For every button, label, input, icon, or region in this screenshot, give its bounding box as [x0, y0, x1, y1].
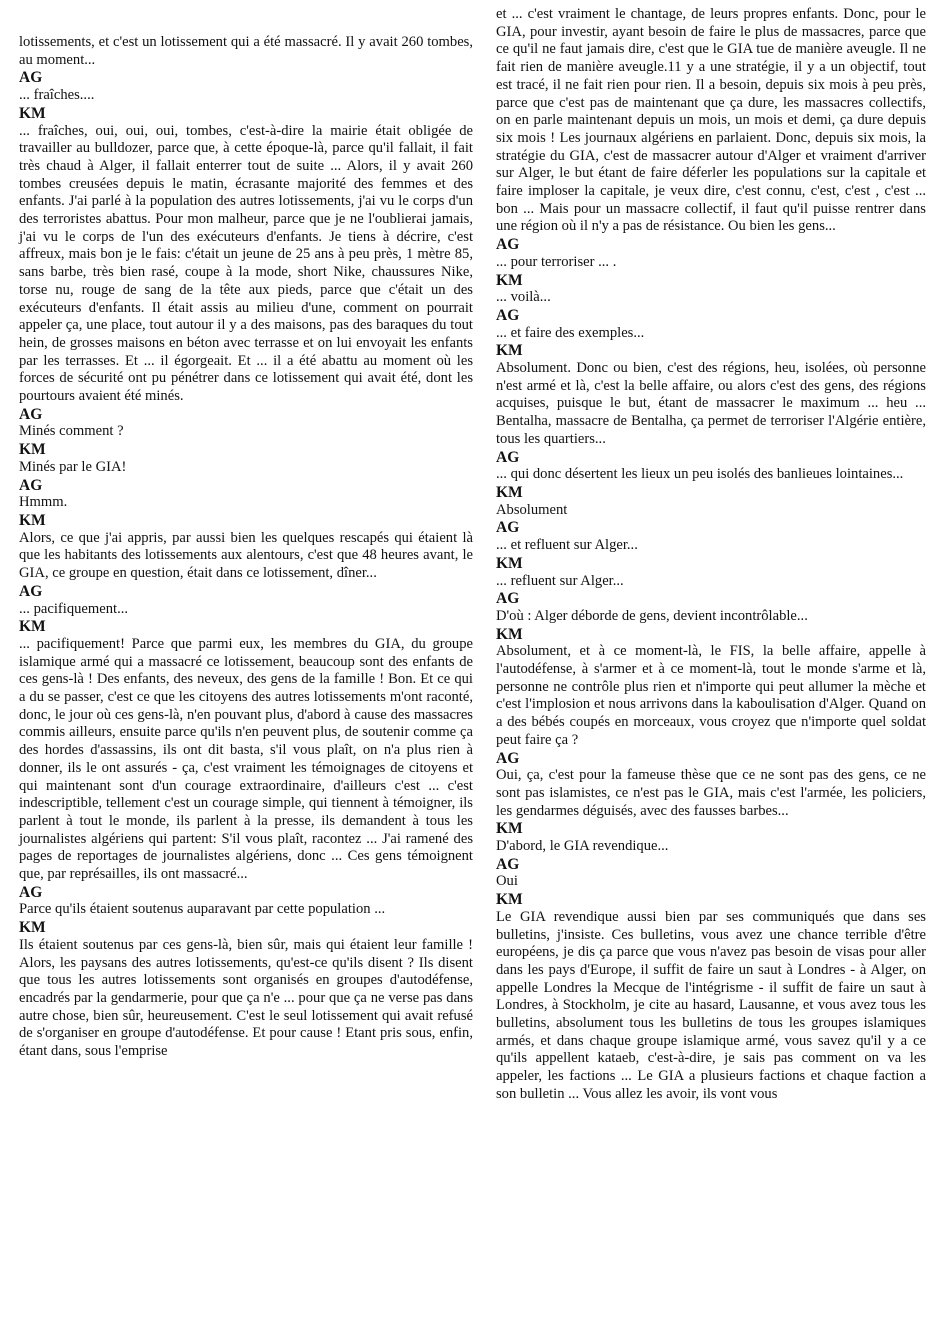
- transcript-paragraph: ... pacifiquement...: [19, 600, 129, 617]
- speaker-label: AG: [19, 883, 43, 901]
- transcript-paragraph: Oui, ça, c'est pour la fameuse thèse que ce ne sont pas des gens, ce ne sont pas islamistes, ce n'est pas le GIA, mais c'est l'armée, les policiers, les gendarmes déguisés, avec des fausses barbes...: [496, 767, 926, 819]
- left-column: [19, 34, 473, 1061]
- speaker-label: KM: [19, 919, 46, 937]
- speaker-label: KM: [496, 625, 523, 643]
- right-column: [496, 6, 926, 1104]
- speaker-label: KM: [496, 342, 523, 360]
- transcript-paragraph: lotissements, et c'est un lotissement qui a été massacré. Il y avait 260 tombes, au moment...: [19, 34, 473, 68]
- transcript-paragraph: ... fraîches....: [19, 87, 95, 104]
- transcript-paragraph: Parce qu'ils étaient soutenus auparavant par cette population ...: [19, 901, 386, 918]
- speaker-label: AG: [19, 405, 43, 423]
- transcript-paragraph: Minés comment ?: [19, 423, 124, 440]
- speaker-label: KM: [496, 271, 523, 289]
- transcript-paragraph: Ils étaient soutenus par ces gens-là, bien sûr, mais qui étaient leur famille ! Alors, les paysans des autres lotissements, qu'est-ce qu'ils disent ? Ils disent que tous les autres lotissements sont organisés en groupes d'autodéfense, encadrés par la gendarmerie, pour que ça n'e ... pour que ça ne verse pas dans autre chose, bien sûr, heureusement. C'est le seul lotissement qui avait refusé de s'organiser en groupe d'autodéfense. Et pour cause ! Etant pris sous, enfin, étant dans, sous l'emprise: [19, 936, 473, 1060]
- transcript-paragraph: ... et refluent sur Alger...: [496, 537, 638, 554]
- transcript-paragraph: et ... c'est vraiment le chantage, de leurs propres enfants. Donc, pour le GIA, pour investir, ayant besoin de faire le plus de massacres, parce que ce qu'il ne faut jamais dire, c'est que le GIA tue de manière aveugle. Il ne fait rien de manière aveugle.11 y a une stratégie, il y a un objectif, tout est tracé, il ne fait rien pour rien. Il a besoin, depuis six mois à peu près, parce que c'est pas de maintenant que ça dure, les massacres collectifs, on en parle maintenant depuis un mois, un mois et demi, ça dure depuis six mois ! Les journaux algériens en parlaient. Donc, depuis six mois, la stratégie du GIA, c'est de massacrer autour d'Alger et vraiment d'arriver sur Alger, le but étant de faire déferler les populations sur la capitale et faire imploser la capitale, je veux dire, c'est connu, c'est, c'est , c'est ... bon ... Mais pour un massacre collectif, il faut qu'il puisse rentrer dans une région où il n'y a pas de résistance. Ou bien les gens...: [496, 6, 926, 235]
- transcript-paragraph: Absolument, et à ce moment-là, le FIS, la belle affaire, appelle à l'autodéfense, à s'armer et à ce moment-là, tout le monde s'arme et là, personne ne contrôle plus rien et n'importe qui peut allumer la mèche et c'est l'implosion et nous arrivons dans la kaboulisation d'Alger. Quand on a des bébés coupés en morceaux, vous croyez que n'importe quel soldat peut faire ça ?: [496, 643, 926, 748]
- speaker-label: KM: [19, 511, 46, 529]
- speaker-label: KM: [19, 441, 46, 459]
- speaker-label: AG: [496, 519, 520, 537]
- speaker-label: AG: [496, 236, 520, 254]
- transcript-paragraph: D'abord, le GIA revendique...: [496, 838, 669, 855]
- speaker-label: AG: [496, 306, 520, 324]
- transcript-paragraph: Le GIA revendique aussi bien par ses communiqués que dans ses bulletins, j'insiste. Ces bulletins, vous avez une chance terrible d'être européens, je dis ça parce que vous n'avez pas besoin de visas pour aller dans les pays d'Europe, il suffit de faire un saut à Londres - à Alger, on appelle Londres la Mecque de l'intégrisme - il suffit de faire un saut à Londres, à Stockholm, je cite au hasard, Lausanne, et vous avez tous les bulletins, absolument tous les bulletins de tous les groupes islamiques armés, et dans chaque groupe islamique armé, vous savez qu'il y a ce qu'ils appellent kataeb, c'est-à-dire, je sais pas comment on va les appeler, les factions ... Le GIA a plusieurs factions et chaque faction a son bulletin ... Vous allez les avoir, ils vont vous: [496, 908, 926, 1102]
- transcript-paragraph: Alors, ce que j'ai appris, par aussi bien les quelques rescapés qui étaient là que les habitants des lotissements aux alentours, c'est que 48 heures avant, le GIA, ce groupe en question, était dans ce lotissement, dîner...: [19, 529, 473, 582]
- transcript-paragraph: ... fraîches, oui, oui, oui, tombes, c'est-à-dire la mairie était obligée de travailler au bulldozer, parce que, à cette époque-là, parce qu'il fallait, il fait très chaud à Alger, il fallait enterrer tout de suite ... Alors, il y avait 260 tombes creusées depuis le matin, écrasante majorité des femmes et des enfants. J'ai parlé à la population des autres lotissements, j'ai vu le corps d'un des terroristes abattus. Pour mon malheur, parce que je ne l'oublierai jamais, j'ai vu le corps de l'un des exécuteurs d'enfants. Je tiens à décrire, c'est affreux, mais bon je le fais: c'était un jeune de 25 ans à peu près, 1 mètre 85, sans barbe, très bien rasé, coupe à la mode, short Nike, chaussures Nike, torse nu, rouge de sang de la tête aux pieds, parce que c'était un des exécuteurs d'enfants. Il était assis au milieu d'une, comment on pourrait appeler ça, une place, tout autour il y a des maisons, pas des baraques du tout hein, de grosses maisons en béton avec terrasse et on lui envoyait les enfants par les terrasses. Et ... il égorgeait. Et ... il a été abattu au moment où les forces de sécurité ont pu pénétrer dans ce lotissement qui avait été, dont les pourtours avaient été minés.: [19, 122, 473, 405]
- speaker-label: AG: [496, 749, 520, 767]
- transcript-paragraph: Absolument: [496, 501, 568, 518]
- transcript-paragraph: ... refluent sur Alger...: [496, 572, 624, 589]
- transcript-paragraph: ... pour terroriser ... .: [496, 253, 617, 270]
- speaker-label: KM: [496, 891, 523, 909]
- speaker-label: AG: [19, 69, 43, 87]
- speaker-label: AG: [496, 855, 520, 873]
- transcript-paragraph: Oui: [496, 873, 518, 890]
- transcript-paragraph: Absolument. Donc ou bien, c'est des régions, heu, isolées, où personne n'est armé et là, c'est la belle affaire, ou alors c'est des gens, des régions acquises, puisque le but, étant de massacrer le maximum ... heu ... Bentalha, massacre de Bentalha, ça permet de terroriser l'Algérie entière, tous les quartiers...: [496, 360, 926, 447]
- transcript-paragraph: Hmmm.: [19, 494, 68, 511]
- speaker-label: AG: [19, 582, 43, 600]
- speaker-label: AG: [496, 590, 520, 608]
- transcript-paragraph: ... voilà...: [496, 289, 551, 306]
- speaker-label: KM: [496, 820, 523, 838]
- speaker-label: KM: [19, 104, 46, 122]
- transcript-paragraph: Minés par le GIA!: [19, 458, 127, 475]
- speaker-label: KM: [19, 618, 46, 636]
- transcript-paragraph: ... et faire des exemples...: [496, 324, 645, 341]
- speaker-label: AG: [496, 448, 520, 466]
- speaker-label: KM: [496, 483, 523, 501]
- transcript-paragraph: D'où : Alger déborde de gens, devient incontrôlable...: [496, 607, 808, 624]
- speaker-label: KM: [496, 554, 523, 572]
- transcript-paragraph: ... qui donc désertent les lieux un peu isolés des banlieues lointaines...: [496, 466, 904, 483]
- speaker-label: AG: [19, 476, 43, 494]
- transcript-paragraph: ... pacifiquement! Parce que parmi eux, les membres du GIA, du groupe islamique armé qui a massacré ce lotissement, beaucoup sont des enfants de ces gens-là ! Des enfants, des neveux, des gens de la famille ! Bon. Et ce qui a du se passer, c'est ce que les citoyens des autres lotissements m'ont raconté, donc, le jour où ces gens-là, n'en pouvant plus, d'abord à cause des massacres commis ailleurs, ensuite parce qu'ils n'en peuvent plus, de soutenir comme ça des hordes d'assassins, ils ont dit basta, s'il vous plaît, on n'a plus rien à donner, ils le ont assurés - ça, c'est vraiment les témoignages de citoyens et qui maintenant sont d'un courage extraordinaire, d'ailleurs c'est ... c'est indescriptible, tellement c'est un courage simple, qui tiennent à témoigner, ils parlent à tout le monde, ils parlent à la presse, ils demandent à tous les journalistes algériens qui partent: S'il vous plaît, racontez ... J'ai ramené des pages de reportages de journalistes algériens, donc ... Ces gens témoignent que, par représailles, ils ont massacré...: [19, 635, 473, 883]
